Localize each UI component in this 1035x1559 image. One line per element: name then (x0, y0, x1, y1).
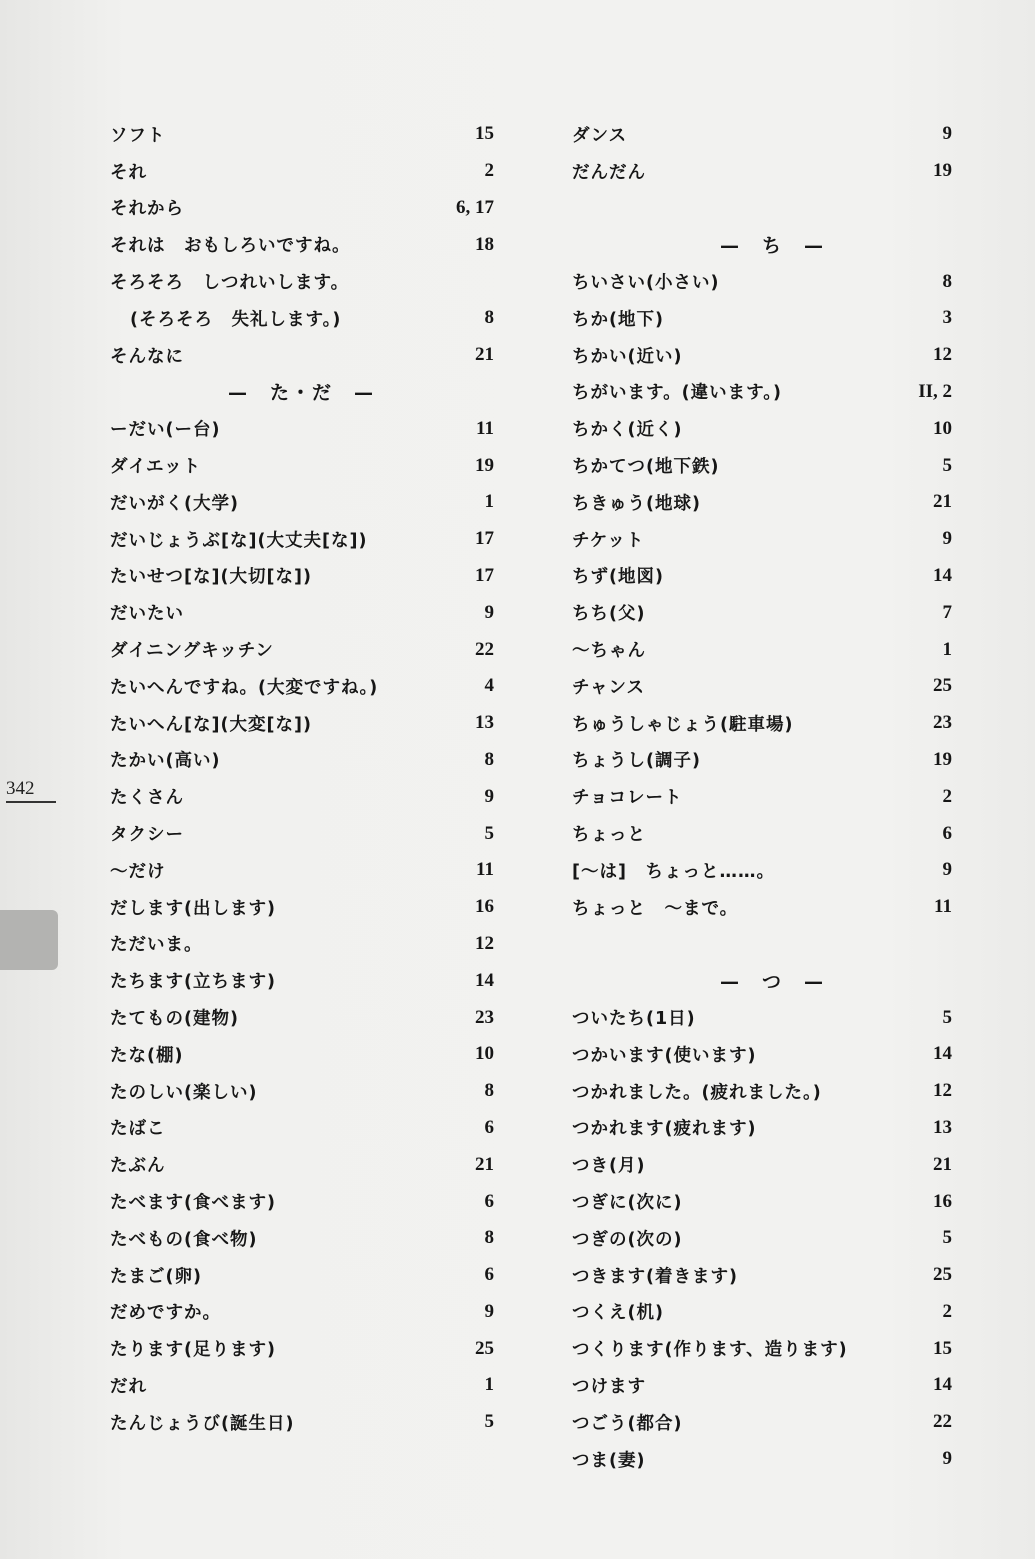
index-entry (110, 226, 494, 263)
index-entry (572, 1146, 952, 1183)
entry-page-ref: 15 (475, 123, 494, 145)
entry-page-ref: 2 (942, 1300, 952, 1322)
index-entry (110, 852, 494, 889)
index-entry (110, 1404, 494, 1441)
entry-page-ref: 6 (484, 1190, 494, 1212)
index-entry (110, 999, 494, 1036)
index-entry (110, 263, 494, 300)
entry-word: それは おもしろいですね。 (110, 236, 351, 257)
index-entry (110, 447, 494, 484)
entry-page-ref: 25 (475, 1337, 494, 1359)
index-entry (572, 1441, 952, 1478)
entry-word: たてもの(建物) (110, 1009, 239, 1030)
thumb-index-tab (0, 910, 58, 970)
index-entry (110, 962, 494, 999)
entry-word: たまご(卵) (110, 1266, 202, 1287)
entry-page-ref: 9 (484, 1300, 494, 1322)
index-entry (110, 815, 494, 852)
index-entry (110, 1183, 494, 1220)
entry-page-ref: 9 (484, 601, 494, 623)
entry-page-ref: 9 (942, 123, 952, 145)
index-entry (572, 410, 952, 447)
entry-page-ref: 6 (942, 822, 952, 844)
index-entry (110, 1367, 494, 1404)
entry-word: つぎに(次に) (572, 1193, 683, 1213)
entry-page-ref: 11 (476, 417, 494, 439)
index-entry (110, 705, 494, 742)
entry-page-ref: 9 (942, 1448, 952, 1470)
entry-word: たちます(立ちます) (110, 972, 276, 993)
section-spacer (572, 926, 952, 963)
entry-word: たぶん (110, 1156, 166, 1177)
entry-word: つくります(作ります、造ります) (572, 1340, 848, 1361)
index-column-left (110, 116, 494, 1441)
entry-word: ダイエット (110, 457, 202, 478)
index-entry (110, 594, 494, 631)
entry-page-ref: 1 (484, 491, 494, 513)
index-entry (110, 1330, 494, 1367)
index-entry (572, 1404, 952, 1441)
entry-page-ref: 13 (475, 712, 494, 734)
index-entry (110, 1220, 494, 1257)
section-spacer (572, 190, 952, 227)
entry-word: ーだい(ー台) (110, 420, 221, 441)
index-entry (110, 1110, 494, 1147)
entry-page-ref: 7 (942, 601, 952, 623)
entry-page-ref: 1 (942, 638, 952, 660)
entry-word: そんなに (110, 346, 184, 367)
entry-word: たべもの(食べ物) (110, 1229, 258, 1250)
entry-page-ref: 17 (475, 564, 494, 586)
entry-page-ref: 15 (933, 1337, 952, 1359)
index-entry (572, 1036, 952, 1073)
index-entry (110, 668, 494, 705)
index-entry (572, 1367, 952, 1404)
section-heading: — つ — (720, 971, 826, 994)
index-entry (572, 521, 952, 558)
index-entry (572, 668, 952, 705)
index-entry (110, 778, 494, 815)
entry-word: ソフト (110, 125, 166, 146)
entry-word: たんじょうび(誕生日) (110, 1413, 295, 1434)
entry-page-ref: 25 (933, 1264, 952, 1286)
index-entry (572, 1330, 952, 1367)
entry-page-ref: 5 (484, 822, 494, 844)
entry-word: ちがいます。(違います。) (572, 383, 782, 404)
entry-page-ref: 6 (484, 1264, 494, 1286)
index-entry (110, 1294, 494, 1331)
entry-page-ref: 8 (942, 270, 952, 292)
entry-page-ref: 9 (484, 785, 494, 807)
entry-word: たります(足ります) (110, 1340, 276, 1361)
entry-page-ref: 22 (475, 638, 494, 660)
entry-word: だんだん (572, 162, 646, 183)
entry-word: つぎの(次の) (572, 1229, 683, 1250)
index-entry (572, 300, 952, 337)
entry-page-ref: 21 (933, 1153, 952, 1175)
entry-word: だれ (110, 1376, 147, 1397)
entry-page-ref: 9 (942, 859, 952, 881)
entry-page-ref: 12 (475, 932, 494, 954)
entry-page-ref: 6, 17 (456, 196, 494, 218)
entry-word: 〜だけ (110, 861, 166, 882)
entry-page-ref: 8 (484, 1080, 494, 1102)
entry-word: つき(月) (572, 1156, 646, 1177)
entry-word: つかいます(使います) (572, 1045, 757, 1066)
entry-page-ref: 5 (942, 1227, 952, 1249)
entry-page-ref: 14 (933, 1043, 952, 1065)
entry-word: だします(出します) (110, 898, 276, 919)
entry-word: ちょっと 〜まで。 (572, 898, 739, 919)
entry-word: だいじょうぶ[な](大丈夫[な]) (110, 530, 368, 551)
entry-page-ref: 14 (475, 969, 494, 991)
entry-word: ちず(地図) (572, 567, 664, 588)
index-entry (110, 742, 494, 779)
index-entry (110, 889, 494, 926)
index-entry (110, 631, 494, 668)
entry-word: たいへん[な](大変[な]) (110, 714, 312, 735)
index-entry (110, 1257, 494, 1294)
entry-word: たくさん (110, 788, 184, 809)
entry-page-ref: 14 (933, 564, 952, 586)
entry-page-ref: 21 (933, 491, 952, 513)
index-entry (110, 190, 494, 227)
entry-word: たばこ (110, 1119, 166, 1140)
index-entry (572, 852, 952, 889)
entry-page-ref: 8 (484, 748, 494, 770)
entry-word: ついたち(1日) (572, 1009, 696, 1030)
entry-page-ref: 2 (942, 785, 952, 807)
entry-word: ダンス (572, 125, 628, 146)
index-entry (572, 815, 952, 852)
entry-word: つきます(着きます) (572, 1266, 738, 1287)
index-entry (572, 1220, 952, 1257)
index-entry (572, 374, 952, 411)
entry-word: たいへんですね。(大変ですね。) (110, 677, 379, 698)
entry-page-ref: 12 (933, 1080, 952, 1102)
entry-word: ちょうし(調子) (572, 751, 701, 772)
index-entry (572, 1073, 952, 1110)
entry-page-ref: 23 (475, 1006, 494, 1028)
index-entry (110, 410, 494, 447)
entry-page-ref: 6 (484, 1116, 494, 1138)
entry-word: そろそろ しつれいします。 (110, 273, 350, 294)
entry-page-ref: 18 (475, 233, 494, 255)
entry-page-ref: 25 (933, 675, 952, 697)
index-entry (110, 300, 494, 337)
entry-word: たのしい(楽しい) (110, 1082, 258, 1103)
entry-word: だいがく(大学) (110, 493, 239, 514)
index-entry (110, 337, 494, 374)
entry-page-ref: 1 (484, 1374, 494, 1396)
index-entry (110, 1146, 494, 1183)
index-entry (572, 705, 952, 742)
entry-word: だめですか。 (110, 1303, 221, 1324)
entry-page-ref: 9 (942, 528, 952, 550)
index-entry (572, 447, 952, 484)
index-entry (110, 484, 494, 521)
page-number: 342 (6, 778, 56, 803)
entry-word: ちょっと (572, 825, 646, 846)
entry-word: ちかく(近く) (572, 420, 683, 441)
entry-word: ちきゅう(地球) (572, 493, 701, 514)
entry-word: ちゅうしゃじょう(駐車場) (572, 714, 794, 735)
entry-word: タクシー (110, 825, 184, 846)
entry-word: チョコレート (572, 788, 683, 809)
entry-word: ちち(父) (572, 604, 646, 625)
section-heading: — た・だ — (228, 382, 376, 405)
entry-page-ref: II, 2 (918, 380, 952, 402)
entry-word: つごう(都合) (572, 1413, 683, 1434)
entry-word: つかれました。(疲れました。) (572, 1082, 822, 1103)
entry-word: ちか(地下) (572, 309, 664, 330)
index-entry (572, 484, 952, 521)
entry-page-ref: 10 (475, 1043, 494, 1065)
entry-word: [〜は] ちょっと……。 (572, 861, 775, 882)
index-entry (110, 926, 494, 963)
index-entry (572, 558, 952, 595)
entry-word: それから (110, 199, 184, 220)
entry-word: たいせつ[な](大切[な]) (110, 567, 312, 588)
entry-word: たべます(食べます) (110, 1193, 276, 1213)
index-entry (572, 631, 952, 668)
index-entry (572, 1110, 952, 1147)
index-entry (110, 558, 494, 595)
entry-page-ref: 19 (475, 454, 494, 476)
entry-page-ref: 17 (475, 528, 494, 550)
entry-word: だいたい (110, 604, 184, 625)
index-entry (572, 337, 952, 374)
index-column-right (572, 116, 952, 1477)
entry-page-ref: 5 (942, 454, 952, 476)
entry-word: つくえ(机) (572, 1303, 664, 1324)
entry-word: つま(妻) (572, 1450, 646, 1471)
entry-word: ダイニングキッチン (110, 641, 274, 662)
index-entry (110, 1036, 494, 1073)
entry-page-ref: 14 (933, 1374, 952, 1396)
entry-page-ref: 21 (475, 1153, 494, 1175)
entry-word: つけます (572, 1376, 646, 1397)
index-entry (572, 594, 952, 631)
index-entry (572, 1257, 952, 1294)
entry-word: 〜ちゃん (572, 641, 646, 662)
index-entry (572, 742, 952, 779)
entry-word: ちかてつ(地下鉄) (572, 457, 720, 478)
index-entry (572, 1183, 952, 1220)
index-entry (110, 116, 494, 153)
index-entry (572, 1294, 952, 1331)
entry-page-ref: 16 (475, 896, 494, 918)
index-entry (572, 999, 952, 1036)
index-entry (572, 263, 952, 300)
entry-word: それ (110, 162, 147, 183)
index-entry (572, 778, 952, 815)
entry-page-ref: 8 (484, 307, 494, 329)
entry-word: ちかい(近い) (572, 346, 683, 367)
entry-page-ref: 23 (933, 712, 952, 734)
index-entry (572, 116, 952, 153)
index-entry (110, 521, 494, 558)
entry-page-ref: 13 (933, 1116, 952, 1138)
index-entry (572, 889, 952, 926)
section-heading: — ち — (720, 235, 826, 258)
entry-page-ref: 21 (475, 344, 494, 366)
entry-page-ref: 11 (934, 896, 952, 918)
entry-word: ちいさい(小さい) (572, 273, 720, 294)
entry-page-ref: 10 (933, 417, 952, 439)
entry-word: チャンス (572, 677, 645, 698)
entry-page-ref: 5 (942, 1006, 952, 1028)
index-entry (110, 153, 494, 190)
index-entry (572, 153, 952, 190)
entry-page-ref: 12 (933, 344, 952, 366)
entry-page-ref: 16 (933, 1190, 952, 1212)
entry-page-ref: 2 (484, 160, 494, 182)
entry-word: チケット (572, 530, 645, 551)
entry-word: ただいま。 (110, 935, 203, 956)
entry-word: たな(棚) (110, 1045, 184, 1066)
entry-page-ref: 11 (476, 859, 494, 881)
entry-word: つかれます(疲れます) (572, 1119, 757, 1140)
entry-page-ref: 3 (942, 307, 952, 329)
entry-page-ref: 8 (484, 1227, 494, 1249)
entry-page-ref: 5 (484, 1411, 494, 1433)
entry-word: (そろそろ 失礼します。) (130, 309, 342, 330)
entry-page-ref: 19 (933, 748, 952, 770)
entry-word: たかい(高い) (110, 751, 221, 772)
entry-page-ref: 4 (484, 675, 494, 697)
entry-page-ref: 19 (933, 160, 952, 182)
index-entry (110, 1073, 494, 1110)
entry-page-ref: 22 (933, 1411, 952, 1433)
